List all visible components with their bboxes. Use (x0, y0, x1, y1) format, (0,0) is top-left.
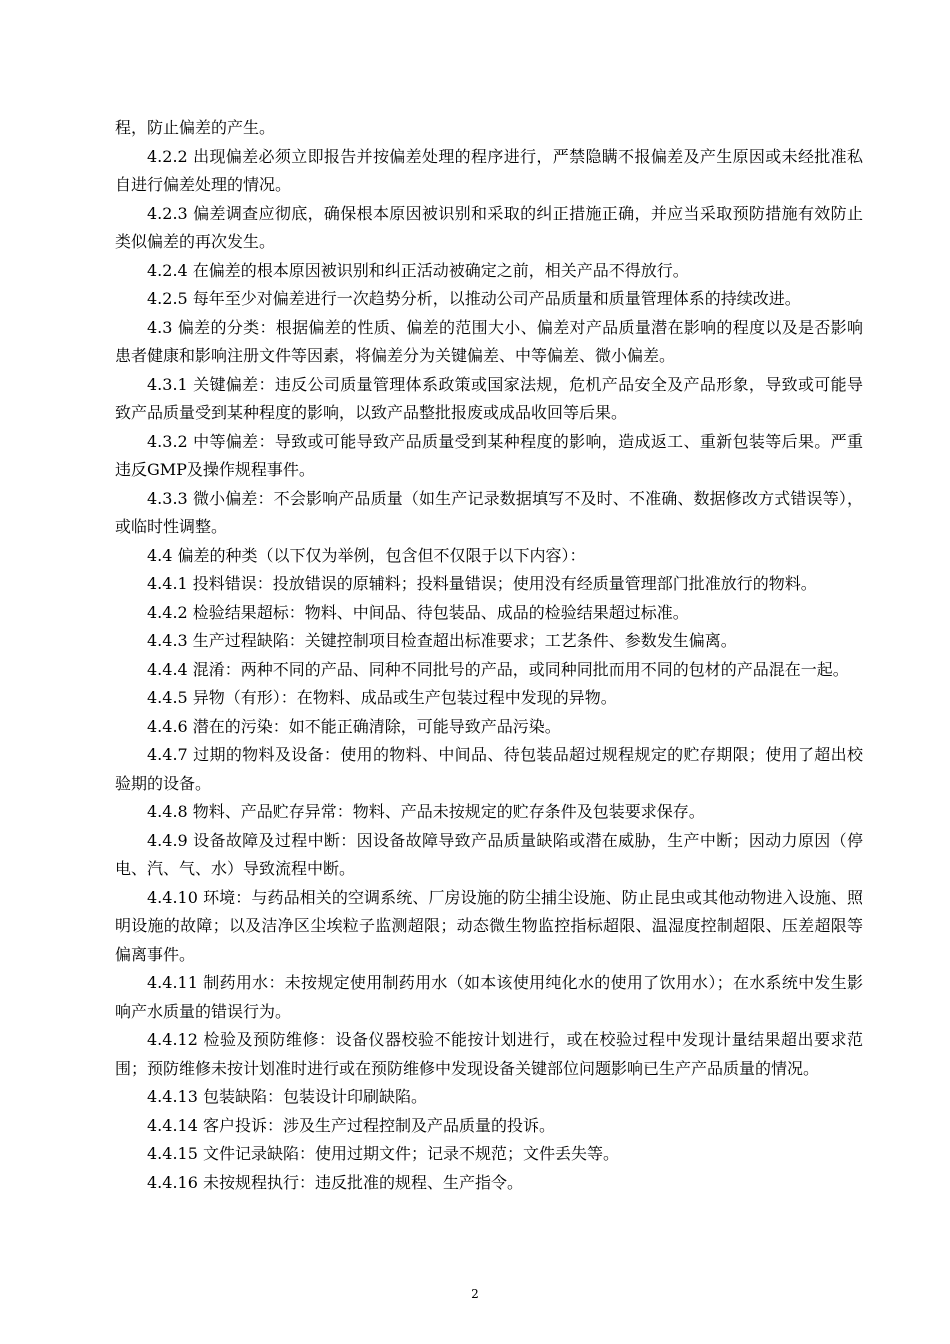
paragraph: 4.4.10 环境：与药品相关的空调系统、厂房设施的防尘捕尘设施、防止昆虫或其他动物进入设施、照明设施的故障；以及洁净区尘埃粒子监测超限；动态微生物监控指标超限、温湿度控制超限、压差超限等偏离事件。 (115, 887, 863, 964)
paragraph: 4.3.3 微小偏差：不会影响产品质量（如生产记录数据填写不及时、不准确、数据修改方式错误等），或临时性调整。 (115, 488, 863, 536)
paragraph: 4.2.2 出现偏差必须立即报告并按偏差处理的程序进行，严禁隐瞒不报偏差及产生原因或未经批准私自进行偏差处理的情况。 (115, 146, 863, 194)
paragraph: 4.2.5 每年至少对偏差进行一次趋势分析，以推动公司产品质量和质量管理体系的持续改进。 (147, 289, 801, 308)
paragraph: 4.3 偏差的分类：根据偏差的性质、偏差的范围大小、偏差对产品质量潜在影响的程度以及是否影响患者健康和影响注册文件等因素，将偏差分为关键偏差、中等偏差、微小偏差。 (115, 317, 863, 365)
paragraph: 程，防止偏差的产生。 (115, 118, 276, 137)
paragraph: 4.4.4 混淆：两种不同的产品、同种不同批号的产品，或同种同批而用不同的包材的产品混在一起。 (147, 659, 849, 679)
paragraph: 4.2.4 在偏差的根本原因被识别和纠正活动被确定之前，相关产品不得放行。 (147, 260, 689, 280)
paragraph: 4.3.1 关键偏差：违反公司质量管理体系政策或国家法规，危机产品安全及产品形象，导致或可能导致产品质量受到某种程度的影响，以致产品整批报废或成品收回等后果。 (115, 374, 863, 422)
paragraph: 4.4.16 未按规程执行：违反批准的规程、生产指令。 (147, 1172, 523, 1192)
paragraph: 4.4.15 文件记录缺陷：使用过期文件；记录不规范；文件丢失等。 (147, 1144, 619, 1163)
paragraph: 4.4.9 设备故障及过程中断：因设备故障导致产品质量缺陷或潜在威胁，生产中断；因动力原因（停电、汽、气、水）导致流程中断。 (115, 830, 863, 878)
paragraph: 4.4 偏差的种类（以下仅为举例，包含但不仅限于以下内容）： (147, 545, 586, 565)
paragraph: 4.3.2 中等偏差：导致或可能导致产品质量受到某种程度的影响，造成返工、重新包装等后果。严重违反GMP及操作规程事件。 (115, 431, 863, 479)
paragraph: 4.4.1 投料错误：投放错误的原辅料；投料量错误；使用没有经质量管理部门批准放行的物料。 (147, 574, 817, 593)
paragraph: 4.4.7 过期的物料及设备：使用的物料、中间品、待包装品超过规程规定的贮存期限；使用了超出校验期的设备。 (115, 745, 863, 793)
paragraph: 4.4.3 生产过程缺陷：关键控制项目检查超出标准要求；工艺条件、参数发生偏离。 (147, 631, 737, 650)
paragraph: 4.4.11 制药用水：未按规定使用制药用水（如本该使用纯化水的使用了饮用水）；在水系统中发生影响产水质量的错误行为。 (115, 973, 863, 1021)
page-number: 2 (471, 1287, 479, 1301)
body-text (115, 114, 863, 1197)
paragraph: 4.4.2 检验结果超标：物料、中间品、待包装品、成品的检验结果超过标准。 (147, 602, 689, 622)
paragraph: 4.4.13 包装缺陷：包装设计印刷缺陷。 (147, 1087, 427, 1106)
paragraph: 4.4.6 潜在的污染：如不能正确清除，可能导致产品污染。 (147, 716, 561, 736)
paragraph: 4.4.8 物料、产品贮存异常：物料、产品未按规定的贮存条件及包装要求保存。 (147, 802, 705, 821)
paragraph: 4.4.14 客户投诉：涉及生产过程控制及产品质量的投诉。 (147, 1115, 555, 1135)
paragraph: 4.2.3 偏差调查应彻底，确保根本原因被识别和采取的纠正措施正确，并应当采取预防措施有效防止类似偏差的再次发生。 (115, 203, 863, 251)
paragraph: 4.4.12 检验及预防维修：设备仪器校验不能按计划进行，或在校验过程中发现计量结果超出要求范围；预防维修未按计划准时进行或在预防维修中发现设备关键部位问题影响已生产产品质量的情况。 (115, 1030, 863, 1078)
paragraph: 4.4.5 异物（有形）：在物料、成品或生产包装过程中发现的异物。 (147, 688, 617, 707)
